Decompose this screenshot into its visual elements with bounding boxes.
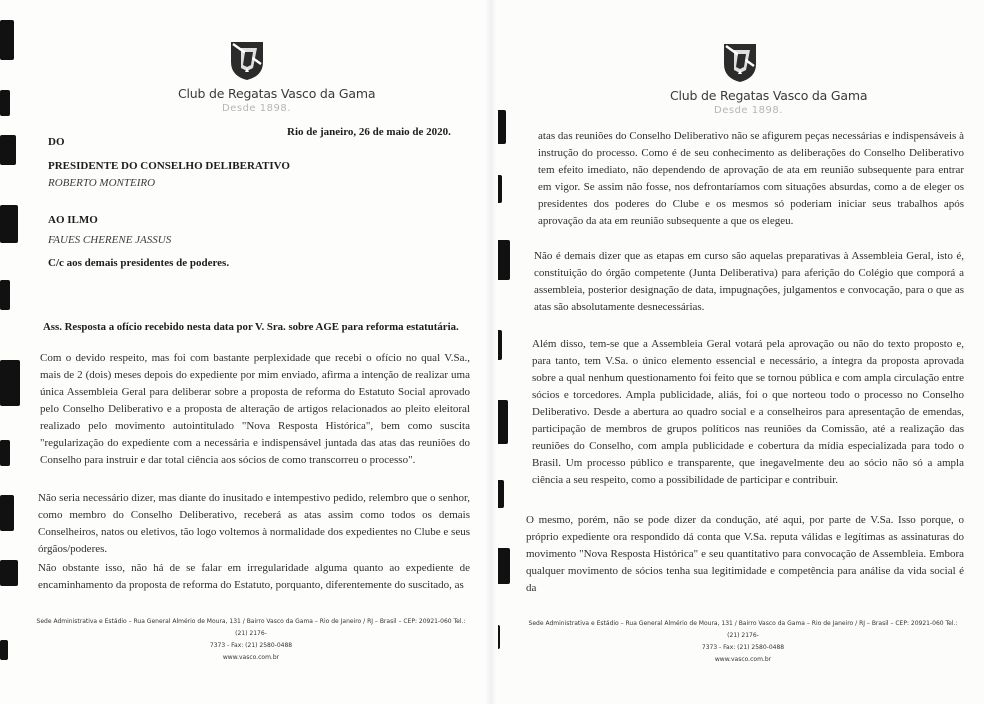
footer-line-2: 7373 - Fax: (21) 2580-0488 [701, 644, 785, 651]
page-gutter [484, 0, 498, 704]
to-label: AO ILMO [48, 214, 98, 226]
club-since: Desde 1898. [714, 105, 783, 116]
footer-line-2: 7373 - Fax: (21) 2580-0488 [209, 642, 293, 649]
to-name: FAUES CHERENE JASSUS [48, 234, 172, 246]
vasco-crest-icon [227, 38, 267, 82]
subject-line: Ass. Resposta a ofício recebido nesta data por V. Sra. sobre AGE para reforma estatutária. [43, 321, 459, 333]
footer-address [528, 618, 958, 666]
body-paragraph-2: Não seria necessário dizer, mas diante do inusitado e intempestivo pedido, relembro que o senhor, como membro do Conselho Deliberativo, receberá as atas assim como todos os demais Conselheiros, natos ou eletivos, tão logo voltemos à normalidade dos expedientes no Clube e seus órgãos/poderes. [38, 492, 470, 555]
from-title: PRESIDENTE DO CONSELHO DELIBERATIVO [48, 160, 290, 172]
club-name: Club de Regatas Vasco da Gama [178, 86, 376, 101]
body-paragraph-7: O mesmo, porém, não se pode dizer da condução, até aqui, por parte de V.Sa. Isso porque, o próprio expediente ora respondido dá conta que V.Sa. reputa válidas e legítimas as assinaturas do movimento "Nova Resposta Histórica" e seu quantitativo para convocação de Assembleia. Embora qualquer movimento de sócios tenha sua legitimidade e competência para análise da vida social é da [526, 514, 964, 594]
letter-date: Rio de janeiro, 26 de maio de 2020. [287, 126, 451, 138]
body-paragraph-4: atas das reuniões do Conselho Deliberativo não se afigurem peças necessárias e indispensáveis à instrução do processo. Como é de seu conhecimento as deliberações do Conselho Deliberativo tem efeito imediato, não dependendo de aprovação de ata em reunião subsequente para entrar em vigor. Se assim não fosse, nos defrontaríamos com situações absurdas, como a de eleger os presidentes dos poderes do Clube e os mesmos só poderiam iniciar seus trabalhos após aprovação da ata em reunião subsequente a que os elegeu. [538, 130, 964, 227]
from-label: DO [48, 136, 65, 148]
letter-page-2 [492, 0, 984, 704]
from-name: ROBERTO MONTEIRO [48, 177, 156, 189]
club-name: Club de Regatas Vasco da Gama [670, 88, 868, 103]
scan-binder-marks [0, 0, 22, 704]
body-paragraph-6: Além disso, tem-se que a Assembleia Geral votará pela aprovação ou não do texto proposto e, para tanto, tem V.Sa. o único elemento essencial e necessário, a íntegra da proposta aprovada sobre a qual nenhum questionamento foi feito que se tornou pública e com ampla circulação entre sócios e torcedores. Ampla publicidade, aliás, foi o que norteou todo o processo no Conselho Deliberativo. Desde a abertura ao quadro social e a conselheiros para apresentação de emendas, participação de membros de grupos políticos nas reuniões da Comissão, até a realização das reuniões do Conselho, com ampla publicidade e cobertura da mídia especializada para todo o Brasil. Um processo público e transparente, que inegavelmente deu ao sócio não só a ampla ciência a seu respeito, como a possibilidade de participar e contribuir. [532, 338, 964, 486]
club-since: Desde 1898. [222, 103, 291, 114]
body-paragraph-1: Com o devido respeito, mas foi com bastante perplexidade que recebi o ofício no qual V.Sa., mais de 2 (dois) meses depois do expediente por mim enviado, afirma a intenção de realizar uma única Assembleia Geral para deliberar sobre a proposta de reforma do Estatuto Social aprovado pelo Conselho Deliberativo e a proposta de alteração de artigos relacionados ao pleito eleitoral realizado pelo movimento autointitulado "Nova Resposta Histórica", bem como suscita "regularização do expediente com a necessária e indispensável juntada das atas das reuniões do Conselho para instruir e dar total ciência aos sócios de como transcorreu o processo". [40, 352, 470, 466]
footer-website: www.vasco.com.br [714, 656, 772, 663]
footer-address [36, 616, 466, 664]
footer-line-1: Sede Administrativa e Estádio – Rua General Almério de Moura, 131 / Bairro Vasco da Gama – Rio de Janeiro / RJ – Brasil – CEP: 20921-060 Tel.: (21) 2176- [528, 620, 958, 639]
cc-line: C/c aos demais presidentes de poderes. [48, 257, 230, 269]
footer-line-1: Sede Administrativa e Estádio – Rua General Almério de Moura, 131 / Bairro Vasco da Gama – Rio de Janeiro / RJ – Brasil – CEP: 20921-060 Tel.: (21) 2176- [36, 618, 466, 637]
body-paragraph-5: Não é demais dizer que as etapas em curso são aquelas preparativas à Assembleia Geral, isto é, constituição do órgão competente (Junta Deliberativa) para aferição do Colégio que comporá a assembleia, posterior designação de data, impugnações, julgamentos e convocação, para o que as atas são absolutamente desnecessárias. [534, 250, 964, 313]
footer-website: www.vasco.com.br [222, 654, 280, 661]
vasco-crest-icon [720, 40, 760, 84]
body-paragraph-3: Não obstante isso, não há de se falar em irregularidade alguma quanto ao expediente de encaminhamento da proposta de reforma do Estatuto, porquanto, diferentemente do suscitado, as [38, 562, 470, 591]
